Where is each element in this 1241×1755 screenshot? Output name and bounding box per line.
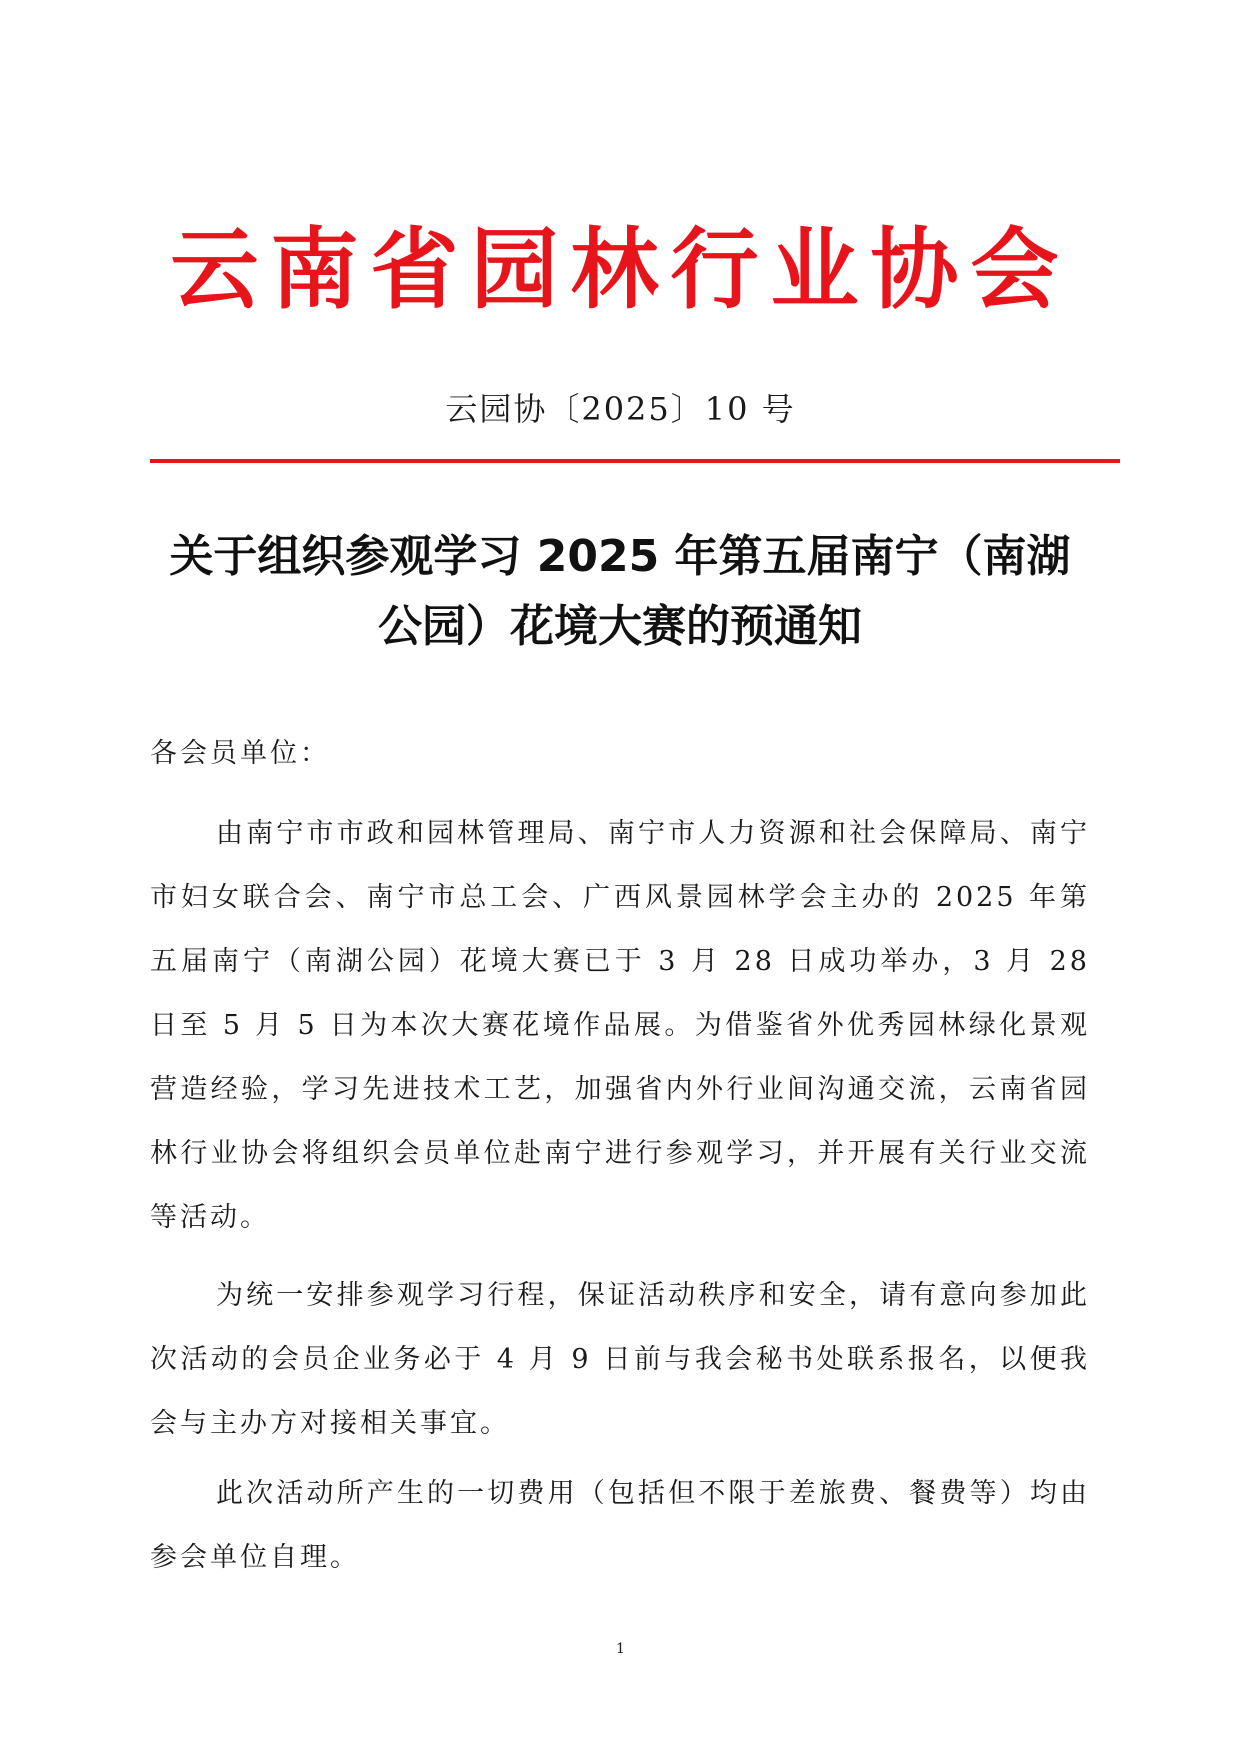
document-number: 云园协〔2025〕10 号 <box>445 390 796 428</box>
organization-header: 云南省园林行业协会 <box>170 218 1071 321</box>
salutation: 各会员单位： <box>150 738 330 769</box>
page-number: 1 <box>616 1641 625 1657</box>
body-paragraph: 为统一安排参观学习行程，保证活动秩序和安全，请有意向参加此次活动的会员企业务必于 4 月 9 日前与我会秘书处联系报名，以便我会与主办方对接相关事宜。 <box>150 1280 1090 1439</box>
document-title: 关于组织参观学习 2025 年第五届南宁（南湖公园）花境大赛的预通知 <box>169 531 1071 652</box>
body-paragraph: 由南宁市市政和园林管理局、南宁市人力资源和社会保障局、南宁市妇女联合会、南宁市总工会、广西风景园林学会主办的 2025 年第五届南宁（南湖公园）花境大赛已于 3 月 28 日成功举办，3 月 28 日至 5 月 5 日为本次大赛花境作品展。为借鉴省外优秀园林绿化景观营造经验，学习先进技术工艺，加强省内外行业间沟通交流，云南省园林行业协会将组织会员单位赴南宁进行参观学习，并开展有关行业交流等活动。 <box>150 818 1090 1233</box>
body-paragraph: 此次活动所产生的一切费用（包括但不限于差旅费、餐费等）均由参会单位自理。 <box>150 1478 1090 1573</box>
red-divider <box>150 459 1120 463</box>
